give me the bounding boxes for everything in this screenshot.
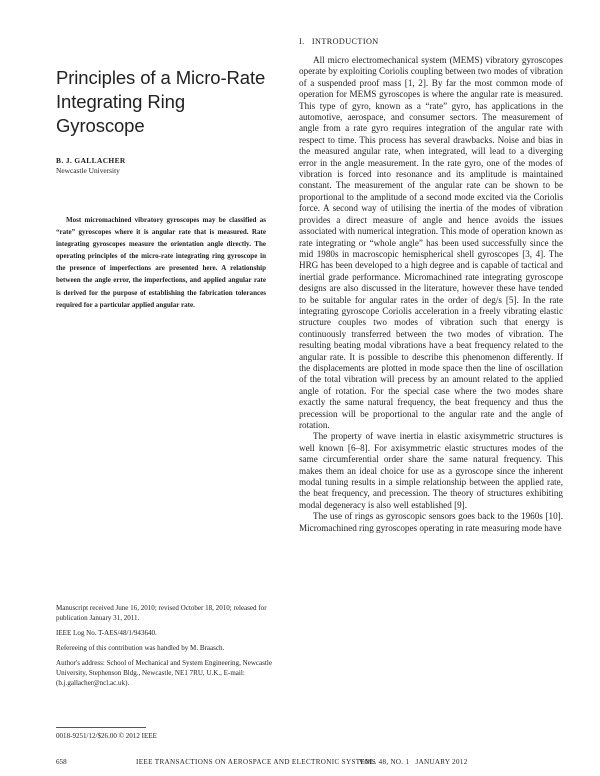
abstract: Most micromachined vibratory gyroscopes may be classified as “rate” gyroscopes where it is angular rate that is measured. Rate integrating gyroscopes measure the orientation angle directly. The operating principles of the micro-rate integrating ring gyroscope in the presence of imperfections are presented here. A relationship between the angle error, the imperfections, and applied angular rate is derived for the purpose of establishing the fabrication tolerances required for a particular applied angular rate. — [56, 216, 266, 309]
author-name: B. J. GALLACHER — [56, 156, 126, 165]
footnotes — [56, 603, 278, 693]
author-address: Author's address: School of Mechanical and System Engineering, Newcastle University, Stephenson Bldg., Newcastle, NE1 7RU, U.K., E-mail: (b.j.gallacher@ncl.ac.uk). — [56, 658, 272, 687]
body-text — [299, 55, 563, 534]
section-heading: I. INTRODUCTION — [299, 37, 379, 46]
manuscript-dates: Manuscript received June 16, 2010; revised October 18, 2010; released for publication January 31, 2011. — [56, 604, 267, 623]
article-title: Principles of a Micro-Rate Integrating Ring Gyroscope — [56, 67, 266, 136]
body-paragraph: The use of rings as gyroscopic sensors goes back to the 1960s [10]. Micromachined ring gyroscopes operating in rate measuring mode have — [299, 511, 563, 533]
refereeing-note: Refereeing of this contribution was handled by M. Braasch. — [56, 643, 225, 652]
ieee-log-number: IEEE Log No. T-AES/48/1/943640. — [56, 629, 157, 637]
issue-info: VOL. 48, NO. 1 JANUARY 2012 — [359, 758, 468, 766]
author-affiliation: Newcastle University — [56, 166, 120, 175]
page-number: 658 — [56, 758, 67, 766]
copyright-line: 0018-9251/12/$26.00 © 2012 IEEE — [56, 732, 157, 740]
body-paragraph: The property of wave inertia in elastic axisymmetric structures is well known [6–8]. For axisymmetric elastic structures modes of the same circumferential order share the same natural frequency. This makes them an ideal choice for use as a gyroscope since the inherent modal tuning results in a simple relationship between the applied rate, the beat frequency, and precession. The theory of structures exhibiting modal degeneracy is also well established [9]. — [299, 431, 563, 510]
copyright-divider — [56, 727, 146, 728]
journal-name: IEEE TRANSACTIONS ON AEROSPACE AND ELECTRONIC SYSTEMS — [136, 758, 377, 766]
body-paragraph: All micro electromechanical system (MEMS) vibratory gyroscopes operate by exploiting Coriolis coupling between two modes of vibration of a suspended proof mass [1, 2]. By far the most common mode of operation for MEMS gyroscopes is where the angular rate is measured. This type of gyro, known as a “rate” gyro, has applications in the automotive, aerospace, and consumer sectors. The measurement of angle from a rate gyro requires integration of the angular rate with respect to time. This process has several drawbacks. Noise and bias in the measured angular rate, when integrated, will lead to a diverging error in the angle measurement. In the rate gyro, one of the modes of vibration is forced into resonance and its amplitude is maintained constant. The measurement of the angular rate can be shown to be proportional to the amplitude of a second mode excited via the Coriolis force. A second way of utilising the inertia of the modes of vibration provides a direct measure of angle and hence avoids the issues associated with numerical integration. This mode of operation known as rate integrating or “whole angle” has been used successfully since the mid 1980s in macroscopic hemispherical shell gyroscopes [3, 4]. The HRG has been developed to a high degree and is capable of tactical and inertial grade performance. Micromachined rate integrating gyroscope designs are also discussed in the literature, however these have tended to be suitable for angular rates in the order of deg/s [5]. In the rate integrating gyroscope Coriolis acceleration in a freely vibrating elastic structure couples two modes of vibration such that energy is continuously transferred between the two modes of vibration. The resulting beating modal vibrations have a beat frequency related to the angular rate. It is possible to describe this phenomenon differently. If the displacements are plotted in mode space then the line of oscillation of the total vibration will precess by an amount related to the applied angle of rotation. For the special case where the two modes share exactly the same natural frequency, the beat frequency and thus the precession will be proportional to the angular rate and the angle of rotation. — [299, 55, 563, 430]
